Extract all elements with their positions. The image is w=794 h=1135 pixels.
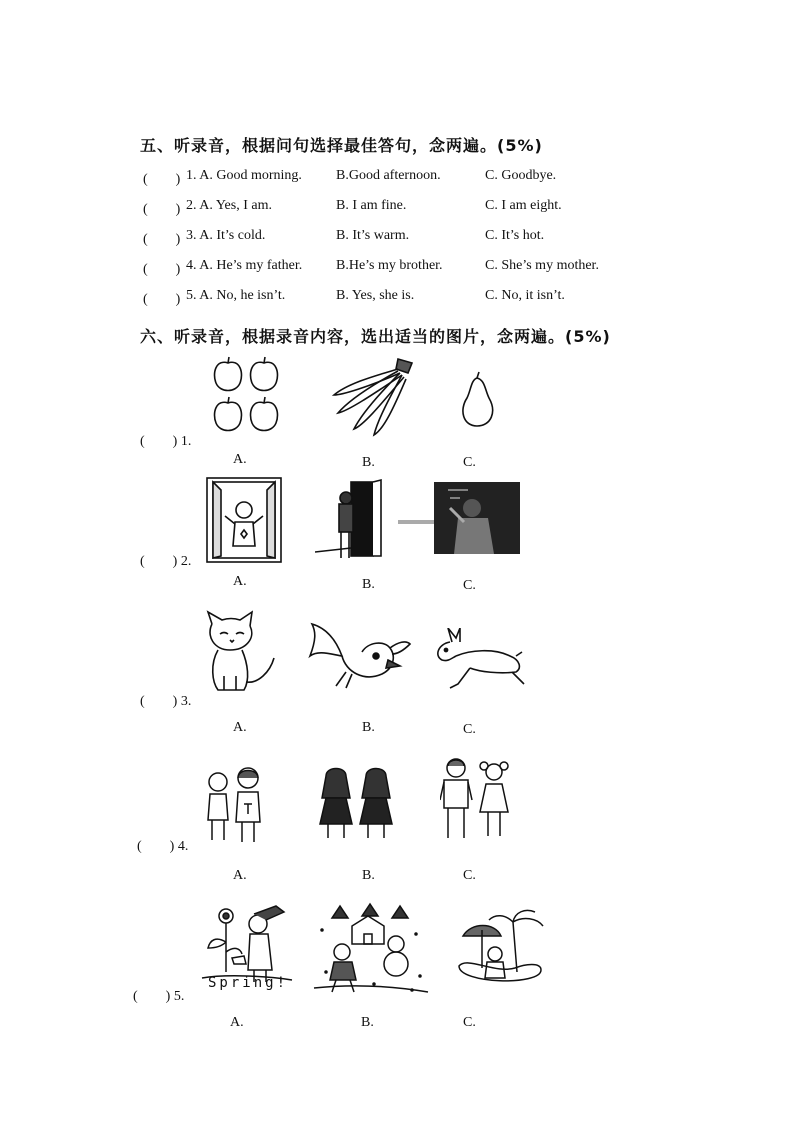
window-picture[interactable] (205, 476, 283, 564)
question-option-a: 4. A. He’s my father. (186, 258, 303, 273)
blackboard-picture[interactable] (398, 478, 522, 564)
option-a-label: A. (233, 574, 247, 589)
answer-blank[interactable]: ( ) (143, 292, 181, 307)
option-c-label: C. (463, 722, 476, 737)
pear-picture[interactable] (455, 368, 501, 430)
bananas-picture[interactable] (328, 355, 418, 440)
option-a-label: A. (233, 868, 247, 883)
question-option-c: C. It’s hot. (485, 228, 545, 243)
option-b-label: B. (362, 455, 375, 470)
option-b-label: B. (362, 720, 375, 735)
apples-picture[interactable] (210, 355, 282, 437)
option-a-label: A. (233, 720, 247, 735)
answer-blank[interactable]: ( ) (143, 262, 181, 277)
option-b-label: B. (362, 868, 375, 883)
option-a-label: A. (233, 452, 247, 467)
question-option-b: B. It’s warm. (336, 228, 410, 243)
question-option-a: 3. A. It’s cold. (186, 228, 266, 243)
answer-blank[interactable]: ( ) (143, 172, 181, 187)
apple-icon (251, 357, 278, 391)
question-option-a: 5. A. No, he isn’t. (186, 288, 286, 303)
question-option-a: 1. A. Good morning. (186, 168, 302, 183)
question-option-b: B. Yes, she is. (336, 288, 415, 303)
answer-blank[interactable]: ( ) (143, 232, 181, 247)
summer-picture[interactable] (455, 908, 545, 992)
option-b-label: B. (361, 1015, 374, 1030)
two-boys-picture[interactable] (202, 764, 266, 846)
option-c-label: C. (463, 578, 476, 593)
question-option-c: C. No, it isn’t. (485, 288, 565, 303)
option-a-label: A. (230, 1015, 244, 1030)
question-option-c: C. I am eight. (485, 198, 562, 213)
option-c-label: C. (463, 868, 476, 883)
item-label[interactable]: ( ) 5. (133, 989, 185, 1004)
apple-icon (251, 397, 278, 431)
rabbit-picture[interactable] (430, 628, 526, 694)
section5-heading: 五、听录音，根据问句选择最佳答句，念两遍。(5%) (140, 136, 543, 155)
question-option-a: 2. A. Yes, I am. (186, 198, 272, 213)
boy-and-girl-picture[interactable] (440, 756, 512, 842)
option-c-label: C. (463, 1015, 476, 1030)
apple-icon (215, 357, 242, 391)
apple-icon (215, 397, 242, 431)
bird-picture[interactable] (306, 616, 412, 692)
cat-picture[interactable] (200, 610, 278, 696)
two-girls-picture[interactable] (316, 764, 400, 844)
option-c-label: C. (463, 455, 476, 470)
winter-picture[interactable] (312, 900, 430, 996)
door-picture[interactable] (315, 476, 385, 564)
item-label[interactable]: ( ) 4. (137, 839, 189, 854)
section6-heading: 六、听录音，根据录音内容，选出适当的图片，念两遍。(5%) (140, 327, 611, 346)
question-option-c: C. Goodbye. (485, 168, 557, 183)
question-option-b: B.Good afternoon. (336, 168, 441, 183)
spring-caption: Spring! (208, 975, 289, 991)
answer-blank[interactable]: ( ) (143, 202, 181, 217)
question-option-b: B. I am fine. (336, 198, 407, 213)
item-label[interactable]: ( ) 3. (140, 694, 192, 709)
item-label[interactable]: ( ) 2. (140, 554, 192, 569)
question-option-c: C. She’s my mother. (485, 258, 599, 273)
option-b-label: B. (362, 577, 375, 592)
question-option-b: B.He’s my brother. (336, 258, 443, 273)
item-label[interactable]: ( ) 1. (140, 434, 192, 449)
